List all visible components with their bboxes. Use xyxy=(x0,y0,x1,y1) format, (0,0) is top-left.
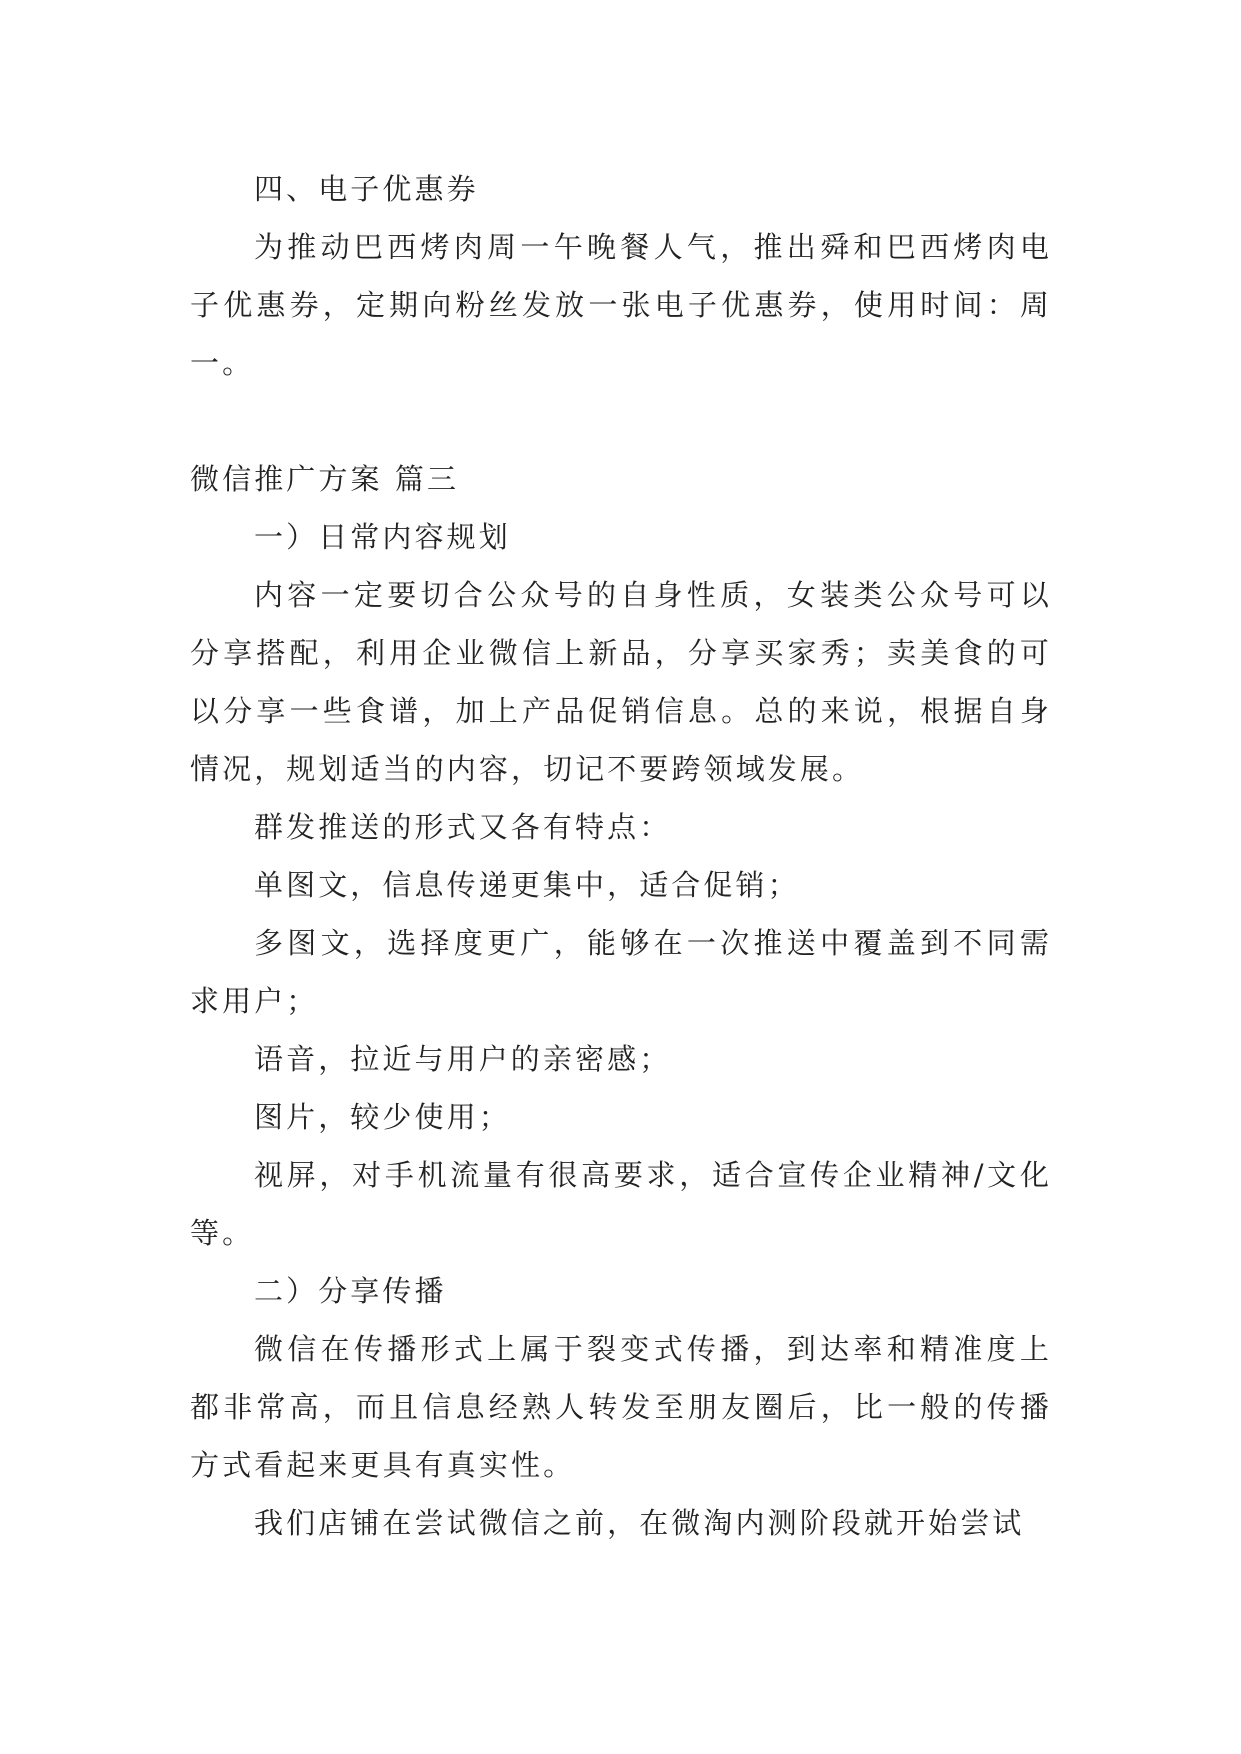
paragraph-coupon: 为推动巴西烤肉周一午晚餐人气，推出舜和巴西烤肉电子优惠券，定期向粉丝发放一张电子优惠券，使用时间：周一。 xyxy=(190,230,1052,380)
paragraph-content-intro: 内容一定要切合公众号的自身性质，女装类公众号可以分享搭配，利用企业微信上新品，分享买家秀；卖美食的可以分享一些食谱，加上产品促销信息。总的来说，根据自身情况，规划适当的内容，切记不要跨领域发展。 xyxy=(190,578,1052,786)
format-item-multi: 多图文，选择度更广，能够在一次推送中覆盖到不同需求用户； xyxy=(190,926,1052,1018)
article-title: 微信推广方案 篇三 xyxy=(190,462,460,496)
document-page xyxy=(190,160,1052,1552)
format-item-single: 单图文，信息传递更集中，适合促销； xyxy=(254,868,800,902)
subheading-sharing: 二）分享传播 xyxy=(254,1274,447,1308)
paragraph-sharing-1: 微信在传播形式上属于裂变式传播，到达率和精准度上都非常高，而且信息经熟人转发至朋友圈后，比一般的传播方式看起来更具有真实性。 xyxy=(190,1332,1052,1482)
paragraph-formats-title: 群发推送的形式又各有特点： xyxy=(254,810,672,844)
format-item-video: 视屏，对手机流量有很高要求，适合宣传企业精神/文化等。 xyxy=(190,1158,1052,1250)
section-spacer xyxy=(190,392,1052,450)
format-item-voice: 语音，拉近与用户的亲密感； xyxy=(254,1042,672,1076)
subheading-content-planning: 一）日常内容规划 xyxy=(254,520,511,554)
paragraph-sharing-2: 我们店铺在尝试微信之前，在微淘内测阶段就开始尝试 xyxy=(254,1506,1025,1540)
section-heading-coupon: 四、电子优惠券 xyxy=(254,172,479,206)
format-item-image: 图片，较少使用； xyxy=(254,1100,511,1134)
